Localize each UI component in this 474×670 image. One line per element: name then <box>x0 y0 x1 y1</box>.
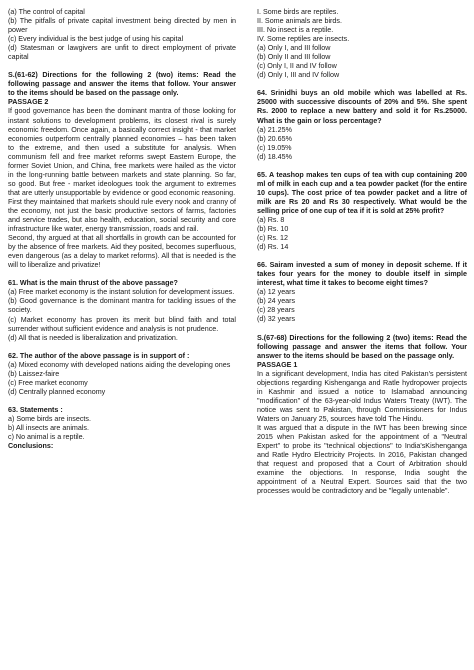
question-text: 65. A teashop makes ten cups of tea with cup containing 200 ml of milk in each cup and a tea powder packet (for the entire 10 cups). The cost price of tea powder packet and a litre of milk are Rs 20 and Rs 30 respectively. What would be the selling price of one cup of tea if it is sold at 25% profit? <box>257 170 467 215</box>
q63-continued <box>257 8 467 80</box>
option-a: (a) Mixed economy with developed nations aiding the developing ones <box>8 360 231 369</box>
option-c: (c) 19.05% <box>257 143 292 152</box>
option-b: (b) Laissez-faire <box>8 369 60 378</box>
conclusions-label: Conclusions: <box>8 442 54 451</box>
option-c: (c) 28 years <box>257 306 295 315</box>
question-63 <box>8 406 236 451</box>
option-d: (d) 18.45% <box>257 152 292 161</box>
q60-options <box>8 8 236 62</box>
conclusion: III. No insect is a reptile. <box>257 26 334 35</box>
option-b: (b) Only II and III follow <box>257 53 331 62</box>
option-d: (d) Centrally planned economy <box>8 387 106 396</box>
option-c: (c) Only I, II and IV follow <box>257 62 337 71</box>
conclusion: II. Some animals are birds. <box>257 17 342 26</box>
option-c: (c) Market economy has proven its merit but blind faith and total surrender without sufficient evidence and analysis is not prudence. <box>8 315 236 333</box>
conclusion: I. Some birds are reptiles. <box>257 8 339 16</box>
option-b: (b) The pitfalls of private capital investment being directed by men in power <box>8 17 236 35</box>
option-a: (a) Only I, and III follow <box>257 44 331 53</box>
passage-paragraph: First they maintained that markets should rule every nook and cranny of the economy, not just the basic productive sectors of farms, factories and service trades, but also health, education, social security and core infrastructure like water, energy transmission, roads and rail. <box>8 197 236 234</box>
left-column <box>8 8 236 460</box>
statement: b) All insects are animals. <box>8 423 89 432</box>
question-text: 63. Statements : <box>8 405 63 414</box>
option-c: (c) Free market economy <box>8 378 88 387</box>
question-65 <box>257 171 467 252</box>
option-d: (d) Statesman or lawgivers are unfit to direct employment of private capital <box>8 44 236 62</box>
passage-2-section <box>8 71 236 270</box>
question-text: 64. Srinidhi buys an old mobile which was labelled at Rs. 25000 with successive discounts of 20% and 5%. She spent Rs. 2000 to replace a new battery and sold it for Rs.25000. What is the gain or loss percentage? <box>257 89 467 125</box>
option-b: (b) Good governance is the dominant mantra for tackling issues of the society. <box>8 297 236 315</box>
passage-paragraph: Second, thy argued at that all shortfalls in growth can be accounted for by the absence of free markets. Aid they posited, becomes superfluous, even dangerous (as a delay to market reforms). All that is needed is the will to liberalize and privatize! <box>8 234 236 270</box>
question-text: 62. The author of the above passage is in support of : <box>8 351 190 360</box>
question-text: 61. What is the main thrust of the above passage? <box>8 279 178 288</box>
option-a: (a) The control of capital <box>8 8 85 16</box>
passage-paragraph: If good governance has been the dominant mantra of those looking for instant solutions to development problems, its closest rival is surely economic freedom. Once again, a basically correct insight - that market economies outperform centrally planned economies – has been taken to the extreme, and then used a substitute for analysis. When communism fell and free market reforms swept Eastern Europe, the former Soviet Union, and China, free markets were hailed as the victor in the long-running battle between markets and state planning. So far, so good. But free - market ideologues took the argument to extremes that are utterly unsupportable by evidence or good economic reasoning. <box>8 107 236 197</box>
passage-1-section <box>257 334 467 497</box>
option-b: (b) 20.65% <box>257 134 292 143</box>
option-d: (d) 32 years <box>257 315 296 324</box>
question-62 <box>8 352 236 397</box>
question-text: 66. Sairam invested a sum of money in deposit scheme. If it takes four years for the money to double itself in simple interest, what time it takes to become eight times? <box>257 261 467 288</box>
option-d: (d) All that is needed is liberalization and privatization. <box>8 333 178 342</box>
option-d: (d) Only I, III and IV follow <box>257 71 340 80</box>
directions-67-68: S.(67-68) Directions for the following 2 (two) items: Read the following passage and answer the items that follow. Your answer to the items should be based on the passage only. <box>257 333 467 360</box>
option-a: (a) 12 years <box>257 288 296 297</box>
option-b: (b) Rs. 10 <box>257 225 289 234</box>
passage-paragraph: In a significant development, India has cited Pakistan's persistent objections regarding Kishenganga and Ratle hydropower projects in Kashmir and issued a notice to Islamabad announcing "modification" of the 63-year-old Indus Waters Treaty (IWT). The notice was sent to Pakistan, through Commissioners for Indus Waters on January 25, sources have told The Hindu. <box>257 369 467 423</box>
passage-label: PASSAGE 1 <box>257 360 298 369</box>
question-64 <box>257 89 467 161</box>
passage-paragraph: It was argued that a dispute in the IWT has been brewing since 2015 when Pakistan asked for the appointment of a "Neutral Expert" to probe its "technical objections" to India'sKishenganga and Ratle Hydro Electricity Projects. In 2016, Pakistan changed that request and proposed that a Court of Arbitration should examine the objections. In response, India sought the appointment of a Neutral Expert. Sources said that the two processes would be contradictory and be "legally untenable". <box>257 423 467 496</box>
option-a: (a) 21.25% <box>257 125 292 134</box>
option-d: (d) Rs. 14 <box>257 243 289 252</box>
option-b: (b) 24 years <box>257 297 296 306</box>
statement: a) Some birds are insects. <box>8 414 91 423</box>
right-column <box>257 8 467 505</box>
conclusion: IV. Some reptiles are insects. <box>257 35 350 44</box>
question-66 <box>257 261 467 324</box>
passage-label: PASSAGE 2 <box>8 98 49 107</box>
directions-61-62: S.(61-62) Directions for the following 2 (two) items: Read the following passage and answer the items that follow. Your answer to the items should be based on the passage only. <box>8 71 236 98</box>
option-a: (a) Rs. 8 <box>257 215 285 224</box>
option-c: (c) Rs. 12 <box>257 234 288 243</box>
statement: c) No animal is a reptile. <box>8 433 85 442</box>
option-c: (c) Every individual is the best judge of using his capital <box>8 35 184 44</box>
question-61 <box>8 279 236 342</box>
option-a: (a) Free market economy is the instant solution for development issues. <box>8 288 235 297</box>
